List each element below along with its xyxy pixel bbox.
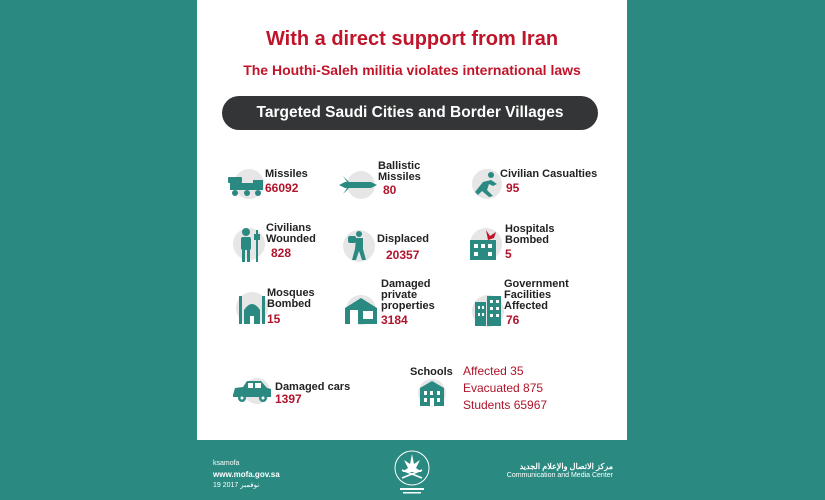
properties-label-3: properties [381,300,435,312]
publish-date: 19 نوفمبر 2017 [213,482,260,489]
displaced-label: Displaced [377,233,429,245]
schools-details [463,363,547,414]
school-building-icon [416,378,448,408]
schools-label: Schools [410,366,453,378]
casualties-value: 95 [506,181,520,195]
schools-evacuated: Evacuated 875 [463,381,544,395]
bombed-hospital-icon [466,226,502,262]
center-name-ar: مركز الاتصال والإعلام الجديد [519,462,613,471]
cars-label: Damaged cars [275,381,351,393]
government-label-3: Affected [504,300,549,312]
wounded-label-2: Wounded [266,233,316,245]
displaced-value: 20357 [386,248,420,262]
wounded-value: 828 [271,246,292,260]
schools-affected: Affected 35 [463,364,524,378]
website-url: www.mofa.gov.sa [213,470,280,479]
mosques-value: 15 [267,312,281,326]
hospitals-label-2: Bombed [505,234,549,246]
missiles-value: 66092 [265,181,299,195]
government-building-icon [471,294,505,328]
subtitle: The Houthi-Saleh militia violates international laws [243,62,581,78]
schools-students: Students 65967 [463,398,548,412]
properties-label-2: private [381,289,418,301]
government-value: 76 [506,313,520,327]
footer [197,440,627,500]
footer-contact [213,458,280,491]
damaged-house-icon [343,294,379,326]
car-icon [231,377,273,405]
hospitals-label-1: Hospitals [505,223,555,235]
ballistic-value: 80 [383,183,397,197]
mosques-label-1: Mosques [267,287,315,299]
infographic-card [197,0,627,500]
social-handle: ksamofa [213,460,240,467]
section-banner: Targeted Saudi Cities and Border Villages [222,96,598,130]
government-label-2: Facilities [504,289,552,301]
center-name-en: Communication and Media Center [506,472,613,479]
main-title: With a direct support from Iran [265,28,559,50]
media-center-label [507,462,613,480]
wounded-person-icon [232,224,266,264]
cars-value: 1397 [275,392,302,406]
ballistic-missile-icon [337,170,379,200]
properties-label-1: Damaged [381,278,431,290]
displaced-person-icon [342,228,376,264]
hospitals-value: 5 [505,247,512,261]
ballistic-label-1: Ballistic [378,160,421,172]
rocket-launcher-truck-icon [225,168,267,200]
ministry-emblem-icon [392,446,432,498]
wounded-label-1: Civilians [266,222,312,234]
casualties-label: Civilian Casualties [500,168,598,180]
government-label-1: Government [504,278,569,290]
mosques-label-2: Bombed [267,298,311,310]
properties-value: 3184 [381,313,408,327]
falling-person-icon [469,168,503,200]
missiles-label: Missiles [265,168,308,180]
mosque-icon [235,290,269,326]
ballistic-label-2: Missiles [378,171,421,183]
